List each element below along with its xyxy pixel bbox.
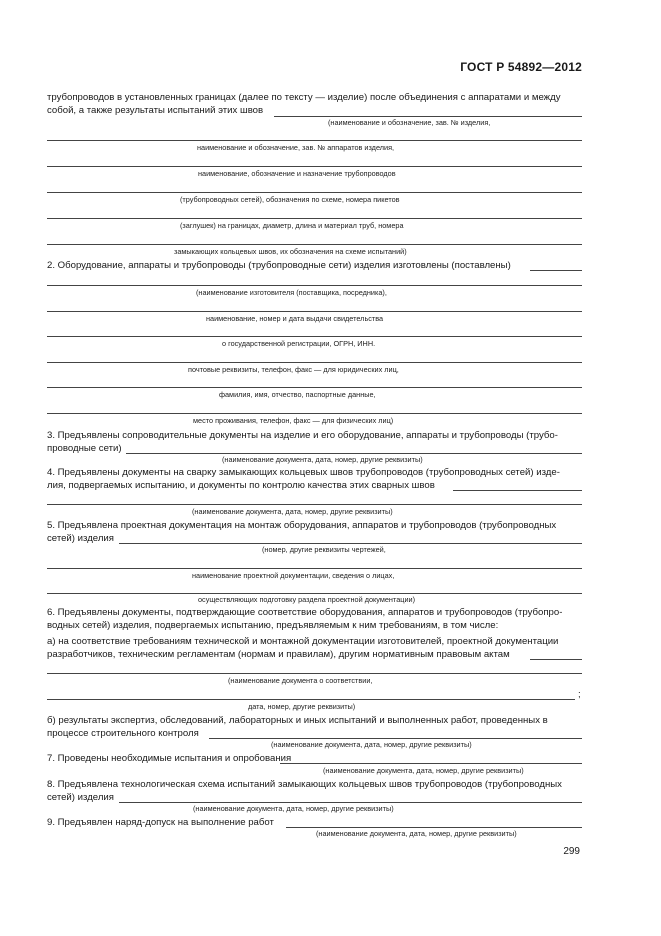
fill-line xyxy=(47,244,582,245)
page-number: 299 xyxy=(563,846,580,857)
fill-line xyxy=(47,336,582,337)
field-caption: о государственной регистрации, ОГРН, ИНН. xyxy=(222,339,376,348)
fill-line xyxy=(280,763,582,764)
fill-line xyxy=(47,166,582,167)
fill-line xyxy=(286,827,582,828)
field-caption: (наименование изготовителя (поставщика, посредника), xyxy=(196,288,387,297)
section-9-text: 9. Предъявлен наряд-допуск на выполнение работ xyxy=(47,817,274,828)
fill-line xyxy=(209,738,582,739)
fill-line xyxy=(47,192,582,193)
fill-line xyxy=(47,593,582,594)
fill-line xyxy=(530,270,582,271)
fill-line xyxy=(47,311,582,312)
fill-line xyxy=(47,568,582,569)
section-4-text: 4. Предъявлены документы на сварку замыкающих кольцевых швов трубопроводов (трубопроводных сетей) изде- xyxy=(47,467,560,478)
fill-line xyxy=(47,362,582,363)
fill-line xyxy=(47,413,582,414)
section-3-text: 3. Предъявлены сопроводительные документы на изделие и его оборудование, аппараты и трубопроводы (трубо- xyxy=(47,430,558,441)
section-5-text: сетей) изделия xyxy=(47,533,114,544)
field-caption: (наименование и обозначение, зав. № изделия, xyxy=(328,118,491,127)
section-8-text: сетей) изделия xyxy=(47,792,114,803)
field-caption: место проживания, телефон, факс — для физических лиц) xyxy=(193,416,394,425)
field-caption: (наименование документа о соответствии, xyxy=(228,676,373,685)
standard-header: ГОСТ Р 54892—2012 xyxy=(460,60,582,74)
field-caption: (наименование документа, дата, номер, другие реквизиты) xyxy=(192,507,393,516)
fill-line xyxy=(47,673,582,674)
semicolon: ; xyxy=(578,689,581,700)
section-6a-text: разработчиков, техническим регламентам (нормам и правилам), другим нормативным правовым актам xyxy=(47,649,510,660)
fill-line xyxy=(47,140,582,141)
field-caption: наименование проектной документации, сведения о лицах, xyxy=(192,571,395,580)
field-caption: наименование, обозначение и назначение трубопроводов xyxy=(198,169,396,178)
fill-line xyxy=(47,387,582,388)
field-caption: наименование, номер и дата выдачи свидетельства xyxy=(206,314,384,323)
field-caption: (наименование документа, дата, номер, другие реквизиты) xyxy=(271,740,472,749)
section-5-text: 5. Предъявлена проектная документация на монтаж оборудования, аппаратов и трубопроводов (трубопроводных xyxy=(47,520,557,531)
field-caption: (заглушек) на границах, диаметр, длина и материал труб, номера xyxy=(180,221,404,230)
field-caption: осуществляющих подготовку раздела проектной документации) xyxy=(198,595,416,604)
text-line: трубопроводов в установленных границах (далее по тексту — изделие) после объединения с аппаратами и между xyxy=(47,92,561,103)
section-4-text: лия, подвергаемых испытанию, и документы по контролю качества этих сварных швов xyxy=(47,480,435,491)
field-caption: (наименование документа, дата, номер, другие реквизиты) xyxy=(323,766,524,775)
field-caption: (наименование документа, дата, номер, другие реквизиты) xyxy=(193,804,394,813)
section-6b-text: процессе строительного контроля xyxy=(47,728,199,739)
section-3-text: проводные сети) xyxy=(47,443,122,454)
fill-line xyxy=(274,116,582,117)
section-8-text: 8. Предъявлена технологическая схема испытаний замыкающих кольцевых швов трубопроводов (трубопроводных xyxy=(47,779,562,790)
section-6-text: водных сетей) изделия, подвергаемых испытанию, предъявляемым к ним требованиям, в том числе: xyxy=(47,620,499,631)
field-caption: дата, номер, другие реквизиты) xyxy=(248,702,356,711)
field-caption: (номер, другие реквизиты чертежей, xyxy=(262,545,386,554)
fill-line xyxy=(47,218,582,219)
field-caption: (наименование документа, дата, номер, другие реквизиты) xyxy=(316,829,517,838)
fill-line xyxy=(126,453,582,454)
field-caption: (трубопроводных сетей), обозначения по схеме, номера пикетов xyxy=(180,195,400,204)
fill-line xyxy=(47,285,582,286)
section-6-text: 6. Предъявлены документы, подтверждающие соответствие оборудования, аппаратов и трубопроводов (трубопро- xyxy=(47,607,563,618)
section-6b-text: б) результаты экспертиз, обследований, лабораторных и иных испытаний и выполненных работ, проведенных в xyxy=(47,715,548,726)
fill-line xyxy=(453,490,582,491)
fill-line xyxy=(119,802,582,803)
field-caption: замыкающих кольцевых швов, их обозначения на схеме испытаний) xyxy=(174,247,407,256)
field-caption: фамилия, имя, отчество, паспортные данные, xyxy=(219,390,376,399)
field-caption: почтовые реквизиты, телефон, факс — для юридических лиц, xyxy=(188,365,399,374)
fill-line xyxy=(530,659,582,660)
section-7-text: 7. Проведены необходимые испытания и опробования xyxy=(47,753,292,764)
fill-line xyxy=(119,543,582,544)
section-6a-text: а) на соответствие требованиям технической и монтажной документации изготовителей, проектной документации xyxy=(47,636,559,647)
fill-line xyxy=(47,504,582,505)
field-caption: наименование и обозначение, зав. № аппаратов изделия, xyxy=(197,143,395,152)
section-2-title: 2. Оборудование, аппараты и трубопроводы (трубопроводные сети) изделия изготовлены (поставлены) xyxy=(47,260,511,271)
text-line: собой, а также результаты испытаний этих швов xyxy=(47,105,264,116)
fill-line xyxy=(47,699,575,700)
field-caption: (наименование документа, дата, номер, другие реквизиты) xyxy=(222,455,423,464)
